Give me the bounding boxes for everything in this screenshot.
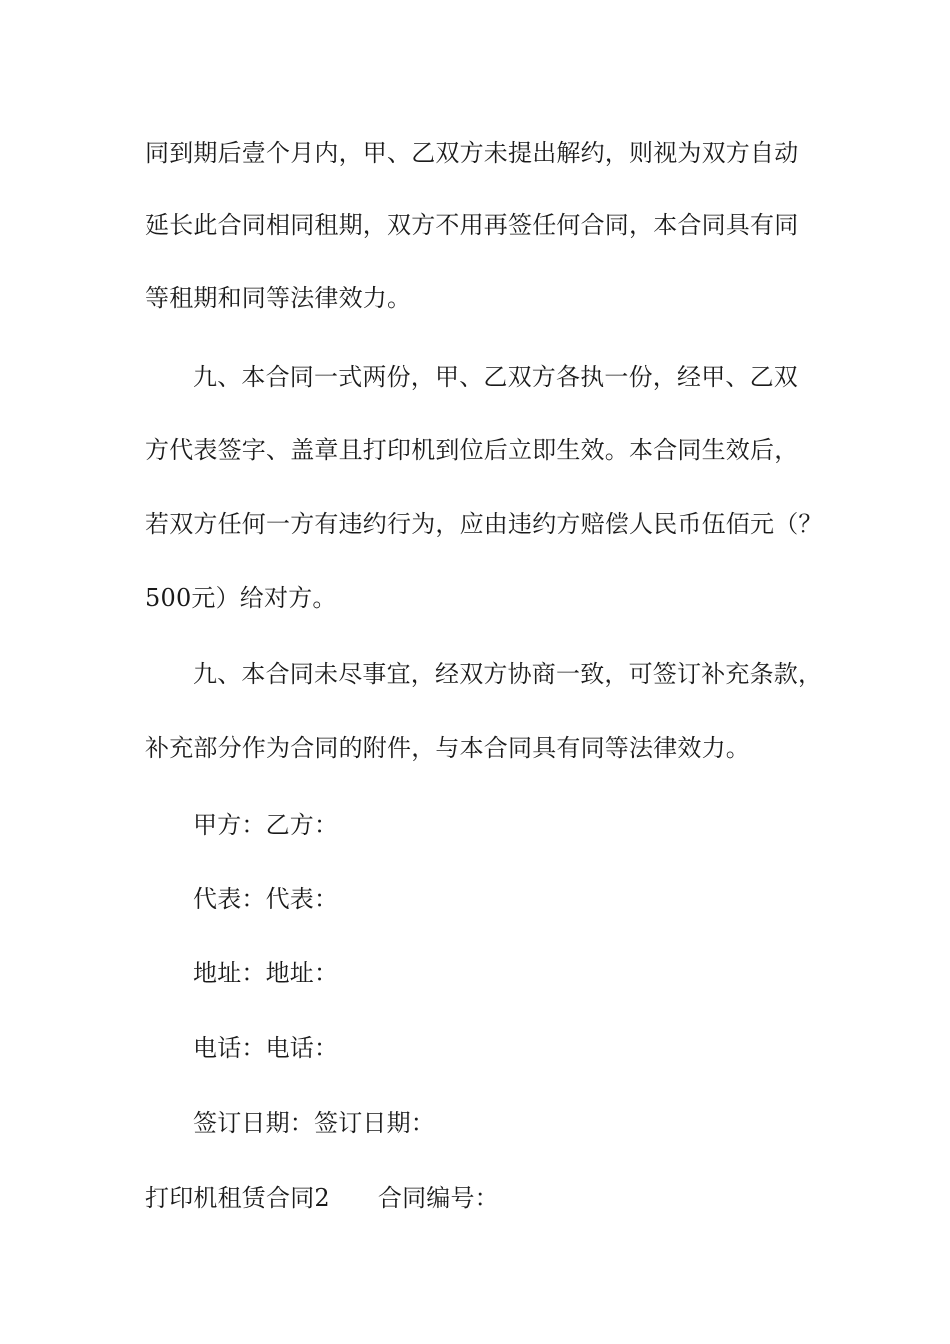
text-line: 九、本合同一式两份，甲、乙双方各执一份，经甲、乙双 — [193, 363, 798, 391]
text-line: 若双方任何一方有违约行为，应由违约方赔偿人民币伍佰元（？ — [145, 510, 823, 538]
signature-phone-line: 电话：电话： — [193, 1034, 339, 1062]
contract-number-label: 合同编号： — [377, 1184, 499, 1212]
text-line: 延长此合同相同租期，双方不用再签任何合同，本合同具有同 — [145, 211, 799, 239]
text-line: 同到期后壹个月内，甲、乙双方未提出解约，则视为双方自动 — [145, 139, 799, 167]
text-line: 等租期和同等法律效力。 — [145, 284, 412, 312]
signature-date-line: 签订日期：签订日期： — [193, 1109, 435, 1137]
text-line: 方代表签字、盖章且打印机到位后立即生效。本合同生效后， — [145, 436, 799, 464]
signature-party-line: 甲方：乙方： — [193, 811, 339, 839]
signature-address-line: 地址：地址： — [193, 959, 339, 987]
text-line: 补充部分作为合同的附件，与本合同具有同等法律效力。 — [145, 734, 750, 762]
signature-representative-line: 代表：代表： — [193, 885, 339, 913]
text-line: 九、本合同未尽事宜，经双方协商一致，可签订补充条款， — [193, 660, 823, 688]
text-line: 500元）给对方。 — [145, 584, 337, 612]
next-contract-title: 打印机租赁合同2 — [145, 1184, 330, 1212]
next-contract-heading — [145, 1183, 499, 1213]
